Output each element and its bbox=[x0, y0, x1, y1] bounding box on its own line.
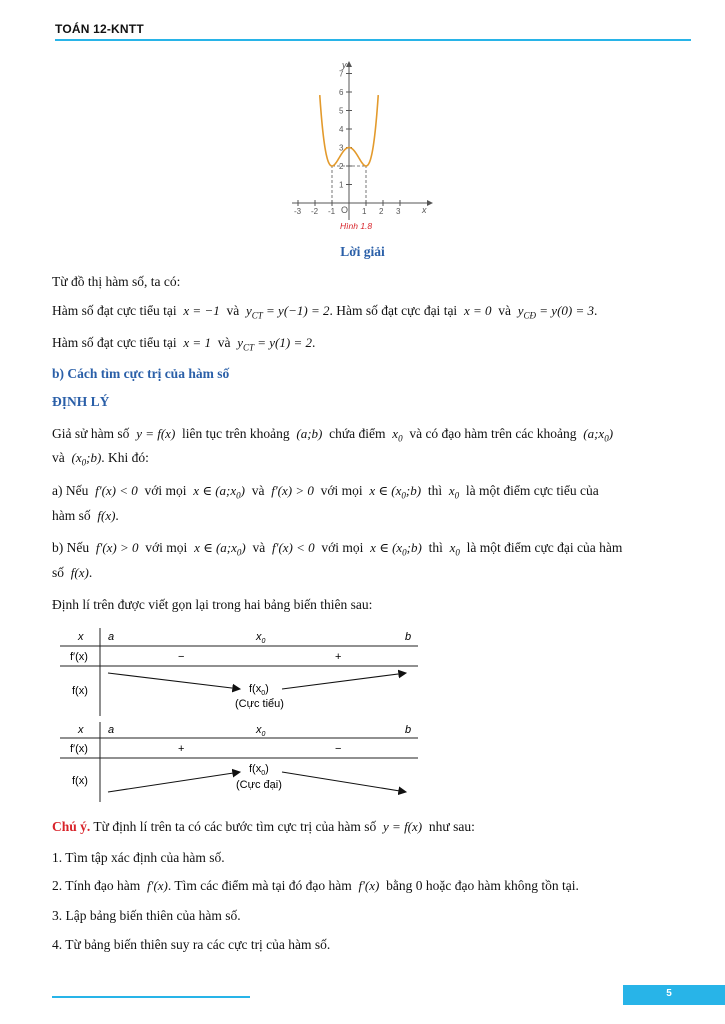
text-line: Hàm số đạt cực tiểu tại x = 1 và $y_{CT} = y(1) = 2$. bbox=[52, 335, 316, 353]
t2-sign2: − bbox=[335, 743, 342, 755]
t1-x-label: x bbox=[78, 631, 84, 643]
origin-label: O bbox=[341, 205, 349, 215]
theorem-heading: ĐỊNH LÝ bbox=[52, 394, 110, 409]
t1-x0: $x_0$ bbox=[256, 631, 266, 645]
x-tick-label: -3 bbox=[294, 207, 302, 216]
t2-arrow-up bbox=[108, 772, 240, 792]
text-line: số f(x). bbox=[52, 565, 93, 580]
t1-f-label: f(x) bbox=[72, 685, 88, 697]
solution-title: Lời giải bbox=[340, 244, 385, 259]
text-line: Từ đồ thị hàm số, ta có: bbox=[52, 274, 181, 289]
x-tick-label: 1 bbox=[362, 207, 367, 216]
t1-fx0: $f(x_0)$ bbox=[249, 683, 269, 697]
footer-divider bbox=[52, 996, 250, 998]
t1-a: a bbox=[108, 631, 115, 643]
text-line: b) Nếu f′(x) > 0 với mọi x ∈ $(a;x_0)$ và f′(x) < 0 với mọi x ∈ $(x_0;b)$ thì $x_0$ là một điểm cực đại của hàm bbox=[52, 540, 623, 558]
variation-table-minimum bbox=[60, 626, 420, 718]
figure-caption: Hình 1.8 bbox=[340, 221, 373, 231]
text-line: hàm số f(x). bbox=[52, 508, 119, 523]
t1-b: b bbox=[405, 631, 412, 643]
t2-f-label: f(x) bbox=[72, 775, 88, 787]
header-divider bbox=[55, 39, 691, 41]
y-tick-label: 2 bbox=[339, 162, 344, 171]
t2-a: a bbox=[108, 724, 115, 736]
x-tick-label: -1 bbox=[328, 207, 336, 216]
note-line: Chú ý. Từ định lí trên ta có các bước tìm cực trị của hàm số y = f(x) như sau: bbox=[52, 819, 475, 834]
page-number-box bbox=[623, 985, 725, 1005]
t1-min-label: (Cực tiểu) bbox=[235, 698, 284, 710]
text-line: và $(x_0;b)$. Khi đó: bbox=[52, 450, 149, 468]
header-title: TOÁN 12-KNTT bbox=[55, 22, 144, 36]
x-tick-label: 2 bbox=[379, 207, 384, 216]
t1-sign1: − bbox=[178, 651, 185, 663]
t2-x-label: x bbox=[78, 724, 84, 736]
t1-arrow-up bbox=[282, 673, 406, 689]
t2-x0: $x_0$ bbox=[256, 724, 266, 738]
text-line: Hàm số đạt cực tiểu tại x = −1 và $y_{CT} = y(-1) = 2$. Hàm số đạt cực đại tại x = 0 và $y_{CĐ} = y(0) = 3$. bbox=[52, 303, 598, 321]
t2-max-label: (Cực đại) bbox=[236, 779, 282, 791]
variation-table-maximum bbox=[60, 720, 420, 812]
x-tick-label: 3 bbox=[396, 207, 401, 216]
y-tick-label: 3 bbox=[339, 143, 344, 153]
x-tick-label: -2 bbox=[311, 207, 319, 216]
t2-fx0: $f(x_0)$ bbox=[249, 763, 269, 777]
t2-b: b bbox=[405, 724, 412, 736]
y-tick-label: 5 bbox=[339, 106, 344, 116]
t1-sign2: + bbox=[335, 651, 342, 663]
t2-sign1: + bbox=[178, 743, 185, 755]
text-line: a) Nếu f′(x) < 0 với mọi x ∈ $(a;x_0)$ và f′(x) > 0 với mọi x ∈ $(x_0;b)$ thì $x_0$ là một điểm cực tiểu của bbox=[52, 483, 599, 501]
t2-fp-label: f′(x) bbox=[70, 743, 88, 755]
function-graph bbox=[282, 58, 437, 238]
text-line: Giả sử hàm số y = f(x) liên tục trên khoảng (a;b) chứa điểm $x_0$ và có đạo hàm trên các khoảng $(a;x_0)$ bbox=[52, 426, 614, 444]
step-2: 2. Tính đạo hàm f′(x). Tìm các điểm mà tại đó đạo hàm f′(x) bằng 0 hoặc đạo hàm không tồn tại. bbox=[52, 878, 579, 893]
step-1: 1. Tìm tập xác định của hàm số. bbox=[52, 850, 225, 865]
t2-arrow-down bbox=[282, 772, 406, 792]
page-number: 5 bbox=[666, 988, 672, 999]
t1-fp-label: f′(x) bbox=[70, 651, 88, 663]
y-tick-label: 7 bbox=[339, 69, 344, 79]
y-tick-label: 4 bbox=[339, 125, 344, 134]
y-tick-label: 6 bbox=[339, 88, 344, 97]
y-axis-label: y bbox=[342, 60, 347, 70]
step-3: 3. Lập bảng biến thiên của hàm số. bbox=[52, 908, 241, 923]
step-4: 4. Từ bảng biến thiên suy ra các cực trị của hàm số. bbox=[52, 937, 331, 952]
t1-arrow-down bbox=[108, 673, 240, 689]
section-b-heading: b) Cách tìm cực trị của hàm số bbox=[52, 366, 230, 381]
x-axis-label: x bbox=[422, 205, 427, 215]
y-tick-label: 1 bbox=[339, 180, 344, 190]
text-line: Định lí trên được viết gọn lại trong hai bảng biến thiên sau: bbox=[52, 597, 373, 612]
